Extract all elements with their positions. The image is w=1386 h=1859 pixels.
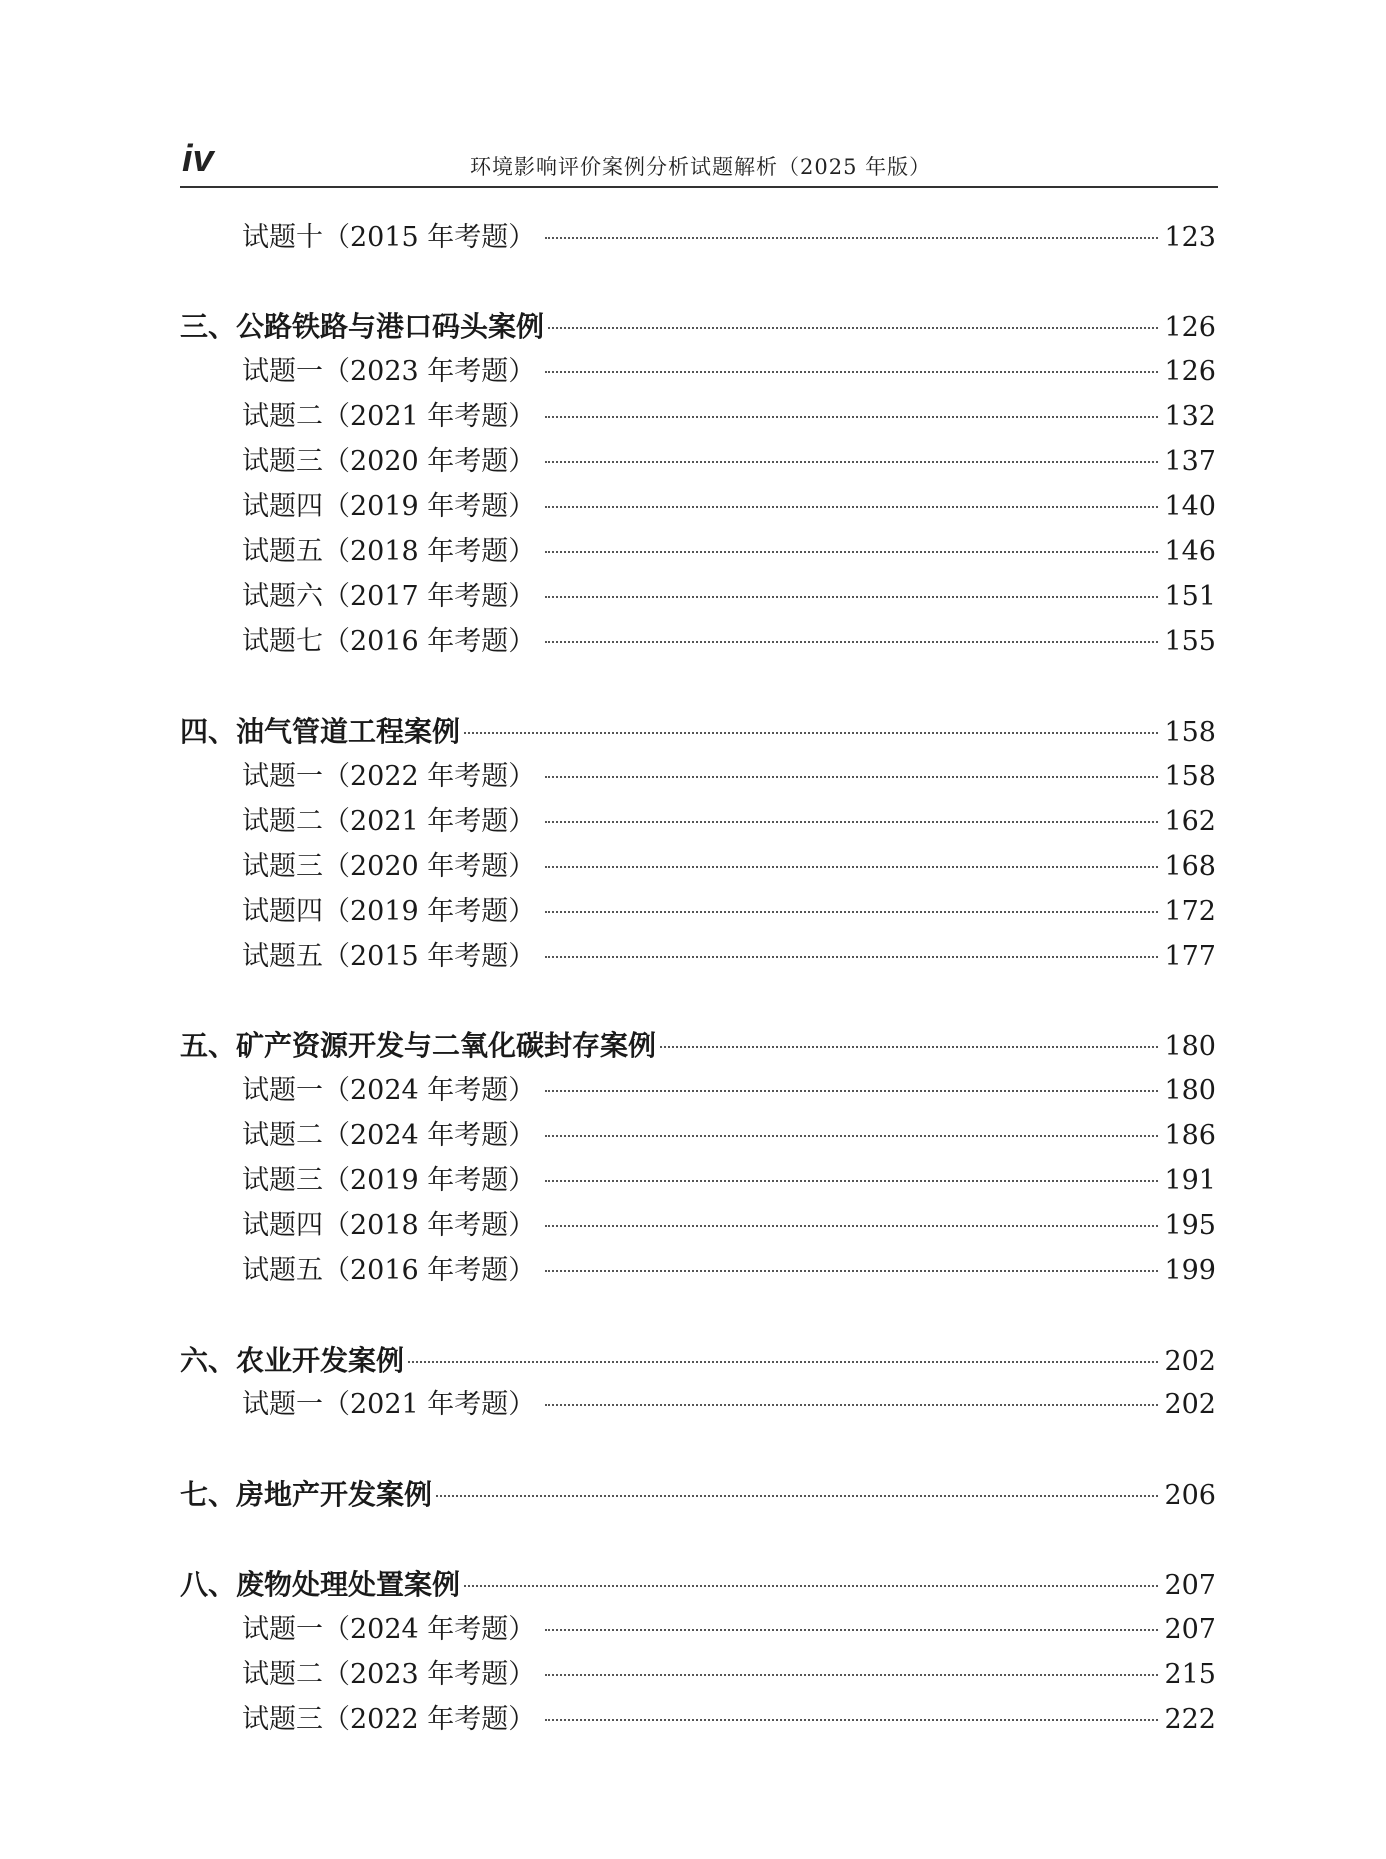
dot-leader xyxy=(545,911,1158,913)
toc-entry-label: 试题三（2020 年考题） xyxy=(242,851,536,882)
toc-page-number: 158 xyxy=(1164,761,1216,792)
toc-page-number: 132 xyxy=(1164,401,1216,432)
toc-page-number: 168 xyxy=(1164,851,1216,882)
toc-entry[interactable] xyxy=(242,218,1216,258)
toc-page-number: 162 xyxy=(1164,806,1216,837)
dot-leader xyxy=(545,371,1158,373)
toc-entry-label: 试题一（2023 年考题） xyxy=(242,356,536,387)
toc-page-number: 123 xyxy=(1164,222,1216,253)
dot-leader xyxy=(660,1046,1158,1048)
toc-entry-label: 试题五（2018 年考题） xyxy=(242,536,536,567)
toc-section-label: 四、油气管道工程案例 xyxy=(180,715,461,748)
toc-entry[interactable] xyxy=(242,352,1216,392)
toc-entry-label: 试题二（2021 年考题） xyxy=(242,401,536,432)
toc-page-number: 180 xyxy=(1164,1075,1216,1106)
dot-leader xyxy=(545,551,1158,553)
toc-entry[interactable] xyxy=(242,622,1216,662)
toc-entry-label: 试题七（2016 年考题） xyxy=(242,626,536,657)
toc-entry-label: 试题一（2024 年考题） xyxy=(242,1075,536,1106)
toc-entry[interactable] xyxy=(242,757,1216,797)
toc-page-number: 137 xyxy=(1164,446,1216,477)
toc-page-number: 186 xyxy=(1164,1120,1216,1151)
dot-leader xyxy=(545,956,1158,958)
toc-page-number: 206 xyxy=(1164,1480,1216,1511)
toc-entry-label: 试题二（2021 年考题） xyxy=(242,806,536,837)
toc-entry-label: 试题二（2023 年考题） xyxy=(242,1659,536,1690)
dot-leader xyxy=(545,776,1158,778)
dot-leader xyxy=(545,1090,1158,1092)
toc-entry[interactable] xyxy=(242,1161,1216,1201)
toc-section[interactable] xyxy=(180,712,1216,752)
toc-entry-label: 试题四（2019 年考题） xyxy=(242,896,536,927)
toc-entry[interactable] xyxy=(242,442,1216,482)
toc-entry-label: 试题六（2017 年考题） xyxy=(242,581,536,612)
toc-entry[interactable] xyxy=(242,1655,1216,1695)
toc-page-number: 222 xyxy=(1164,1704,1216,1735)
toc-page-number: 172 xyxy=(1164,896,1216,927)
toc-entry[interactable] xyxy=(242,1385,1216,1425)
dot-leader xyxy=(545,1629,1158,1631)
page-header xyxy=(180,136,1218,188)
toc-page-number: 180 xyxy=(1164,1031,1216,1062)
toc-entry[interactable] xyxy=(242,847,1216,887)
toc-section-label: 六、农业开发案例 xyxy=(180,1344,405,1377)
toc-entry-label: 试题四（2018 年考题） xyxy=(242,1210,536,1241)
toc-section-label: 八、废物处理处置案例 xyxy=(180,1568,461,1601)
toc-entry-label: 试题二（2024 年考题） xyxy=(242,1120,536,1151)
toc-entry-label: 试题三（2020 年考题） xyxy=(242,446,536,477)
page-number: iv xyxy=(182,138,214,180)
dot-leader xyxy=(464,732,1158,734)
dot-leader xyxy=(545,821,1158,823)
toc-section-label: 五、矿产资源开发与二氧化碳封存案例 xyxy=(180,1029,657,1062)
dot-leader xyxy=(545,1404,1158,1406)
dot-leader xyxy=(545,866,1158,868)
toc-section-label: 三、公路铁路与港口码头案例 xyxy=(180,310,545,343)
dot-leader xyxy=(545,461,1158,463)
toc-entry[interactable] xyxy=(242,577,1216,617)
dot-leader xyxy=(545,1180,1158,1182)
dot-leader xyxy=(545,506,1158,508)
dot-leader xyxy=(545,1135,1158,1137)
dot-leader xyxy=(545,1674,1158,1676)
toc-entry[interactable] xyxy=(242,487,1216,527)
toc-page-number: 158 xyxy=(1164,717,1216,748)
toc-entry[interactable] xyxy=(242,937,1216,977)
toc-page-number: 202 xyxy=(1164,1389,1216,1420)
dot-leader xyxy=(545,237,1158,239)
toc-entry[interactable] xyxy=(242,1700,1216,1740)
toc-page-number: 199 xyxy=(1164,1255,1216,1286)
toc-section[interactable] xyxy=(180,1026,1216,1066)
toc-entry-label: 试题一（2022 年考题） xyxy=(242,761,536,792)
toc-entry[interactable] xyxy=(242,1251,1216,1291)
toc-page-number: 207 xyxy=(1164,1614,1216,1645)
running-title: 环境影响评价案例分析试题解析（2025 年版） xyxy=(470,155,932,179)
dot-leader xyxy=(545,641,1158,643)
toc-page-number: 207 xyxy=(1164,1570,1216,1601)
toc-section[interactable] xyxy=(180,1565,1216,1605)
dot-leader xyxy=(548,327,1158,329)
toc-page-number: 155 xyxy=(1164,626,1216,657)
toc-entry-label: 试题一（2021 年考题） xyxy=(242,1389,536,1420)
toc-page-number: 177 xyxy=(1164,941,1216,972)
toc-entry-label: 试题五（2016 年考题） xyxy=(242,1255,536,1286)
dot-leader xyxy=(545,596,1158,598)
toc-page-number: 146 xyxy=(1164,536,1216,567)
toc-page-number: 126 xyxy=(1164,312,1216,343)
toc-page-number: 202 xyxy=(1164,1346,1216,1377)
dot-leader xyxy=(545,416,1158,418)
toc-entry[interactable] xyxy=(242,532,1216,572)
toc-section[interactable] xyxy=(180,1475,1216,1515)
toc-entry[interactable] xyxy=(242,802,1216,842)
dot-leader xyxy=(545,1719,1158,1721)
dot-leader xyxy=(545,1270,1158,1272)
toc-entry-label: 试题三（2019 年考题） xyxy=(242,1165,536,1196)
toc-section[interactable] xyxy=(180,307,1216,347)
toc-entry-label: 试题十（2015 年考题） xyxy=(242,222,536,253)
dot-leader xyxy=(545,1225,1158,1227)
dot-leader xyxy=(408,1361,1158,1363)
toc-entry[interactable] xyxy=(242,1116,1216,1156)
toc-entry-label: 试题一（2024 年考题） xyxy=(242,1614,536,1645)
dot-leader xyxy=(464,1585,1158,1587)
toc-entry-label: 试题三（2022 年考题） xyxy=(242,1704,536,1735)
toc-page-number: 151 xyxy=(1164,581,1216,612)
toc-page-number: 191 xyxy=(1164,1165,1216,1196)
toc-section[interactable] xyxy=(180,1341,1216,1381)
toc-page-number: 195 xyxy=(1164,1210,1216,1241)
toc-entry-label: 试题五（2015 年考题） xyxy=(242,941,536,972)
toc-page-number: 140 xyxy=(1164,491,1216,522)
toc-entry[interactable] xyxy=(242,397,1216,437)
toc-page-number: 215 xyxy=(1164,1659,1216,1690)
dot-leader xyxy=(436,1495,1158,1497)
toc-entry-label: 试题四（2019 年考题） xyxy=(242,491,536,522)
toc-page-number: 126 xyxy=(1164,356,1216,387)
toc-entry[interactable] xyxy=(242,892,1216,932)
toc-section-label: 七、房地产开发案例 xyxy=(180,1478,433,1511)
toc-entry[interactable] xyxy=(242,1071,1216,1111)
toc-entry[interactable] xyxy=(242,1610,1216,1650)
toc-entry[interactable] xyxy=(242,1206,1216,1246)
